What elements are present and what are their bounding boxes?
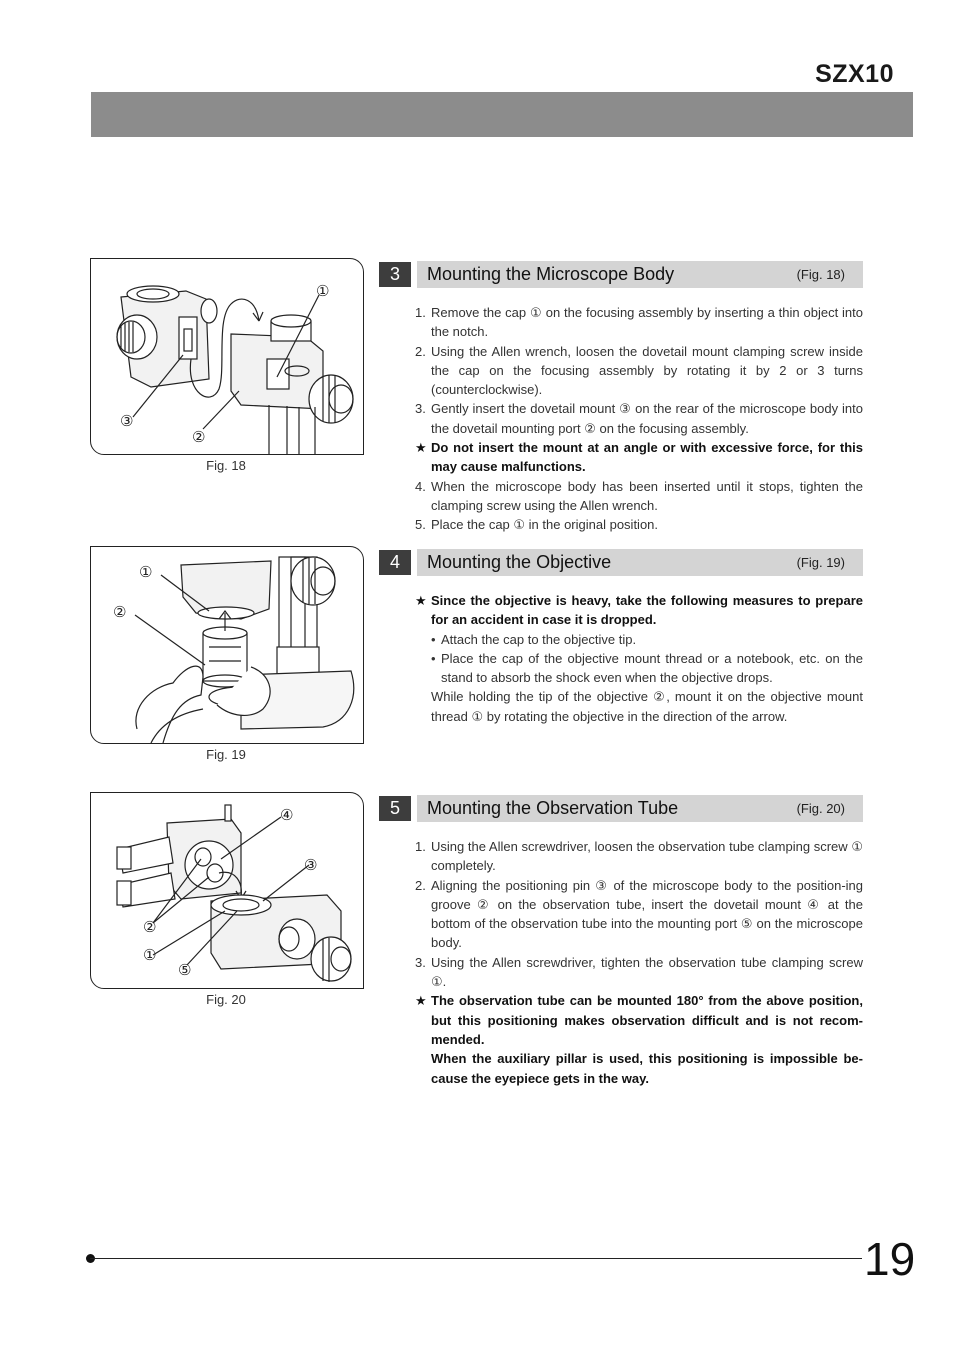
fig19-callout-2: ② — [113, 604, 127, 621]
fig-18-caption: Fig. 18 — [206, 458, 246, 473]
step-item: 2. Aligning the positioning pin ③ of the microscope body to the position-ing groove ② on the observation tube, insert the dovetail mount ④ at the bottom of the observation tube into the mounting port ⑤ on the microscope body. — [415, 877, 863, 951]
step-item: 5. Place the cap ① in the original position. — [415, 517, 659, 533]
step-item: 1. Using the Allen screwdriver, loosen the observation tube clamping screw ① completely. — [415, 839, 863, 874]
instruction-paragraph: While holding the tip of the objective ②, mount it on the objective mount thread ① by rotating the objective in the direction of the arrow. — [431, 689, 863, 724]
warning-item: ★ Since the objective is heavy, take the following measures to prepare for an accident in case it is dropped. — [415, 593, 863, 628]
warning-note: When the auxiliary pillar is used, this positioning is impossible be-cause the eyepiece gets in the way. — [431, 1051, 863, 1086]
section-5-fig-ref: (Fig. 20) — [796, 801, 845, 816]
figure-20-illustration — [90, 792, 364, 989]
fig20-callout-5: ⑤ — [178, 962, 192, 979]
model-name: SZX10 — [815, 60, 894, 88]
fig20-callout-1: ① — [143, 947, 157, 964]
fig20-callout-2: ② — [143, 919, 157, 936]
step-item: 4. When the microscope body has been inserted until it stops, tighten the clamping screw using the Allen wrench. — [415, 478, 863, 513]
section-4-title: Mounting the Objective — [427, 552, 612, 572]
fig18-callout-3: ③ — [120, 413, 134, 430]
header-bar — [91, 92, 913, 137]
section-4-fig-ref: (Fig. 19) — [796, 555, 845, 570]
fig20-callout-4: ④ — [280, 807, 294, 824]
section-4-number: 4 — [379, 550, 411, 575]
section-3-fig-ref: (Fig. 18) — [796, 267, 845, 282]
section-5-steps — [415, 837, 863, 1088]
figure-19-illustration — [90, 546, 364, 744]
warning-item: ★ The observation tube can be mounted 180° from the above position, but this positioning makes observation difficult and is not recom-mended. — [415, 993, 863, 1047]
fig18-callout-1: ① — [316, 283, 330, 300]
step-item: 3. Gently insert the dovetail mount ③ on the rear of the microscope body into the dovetail mounting port ② on the focusing assembly. — [415, 401, 863, 436]
section-5-bar — [417, 795, 863, 822]
bullet-item: • Attach the cap to the objective tip. — [431, 631, 637, 647]
bullet-item: • Place the cap of the objective mount thread or a notebook, etc. on the stand to absorb the shock even when the objective drops. — [431, 650, 863, 686]
section-5-title: Mounting the Observation Tube — [427, 798, 679, 818]
footer-rule — [90, 1258, 862, 1259]
step-item: 1. Remove the cap ① on the focusing assembly by inserting a thin object into the notch. — [415, 305, 863, 340]
fig18-callout-2: ② — [192, 429, 206, 446]
fig-20-caption: Fig. 20 — [206, 992, 246, 1007]
section-5-heading — [379, 795, 863, 822]
section-4-heading — [379, 549, 863, 576]
section-4-steps — [415, 591, 863, 726]
section-3-title: Mounting the Microscope Body — [427, 264, 675, 284]
fig20-callout-3: ③ — [304, 857, 318, 874]
page-number: 19 — [864, 1233, 916, 1285]
fig-19-caption: Fig. 19 — [206, 747, 246, 762]
section-3-number: 3 — [379, 262, 411, 287]
step-item: 2. Using the Allen wrench, loosen the dovetail mount clamping screw inside the cap on the focusing assembly by rotating it by 2 or 3 turns (counterclockwise). — [415, 343, 863, 398]
step-item: 3. Using the Allen screwdriver, tighten the observation tube clamping screw ①. — [415, 954, 863, 990]
section-5-number: 5 — [379, 796, 411, 821]
section-3-bar — [417, 261, 863, 288]
fig19-callout-1: ① — [139, 564, 153, 581]
warning-item: ★ Do not insert the mount at an angle or with excessive force, for this may cause malfunctions. — [415, 440, 863, 475]
section-4-bar — [417, 549, 863, 576]
section-3-heading — [379, 261, 863, 288]
section-3-steps — [415, 303, 863, 535]
